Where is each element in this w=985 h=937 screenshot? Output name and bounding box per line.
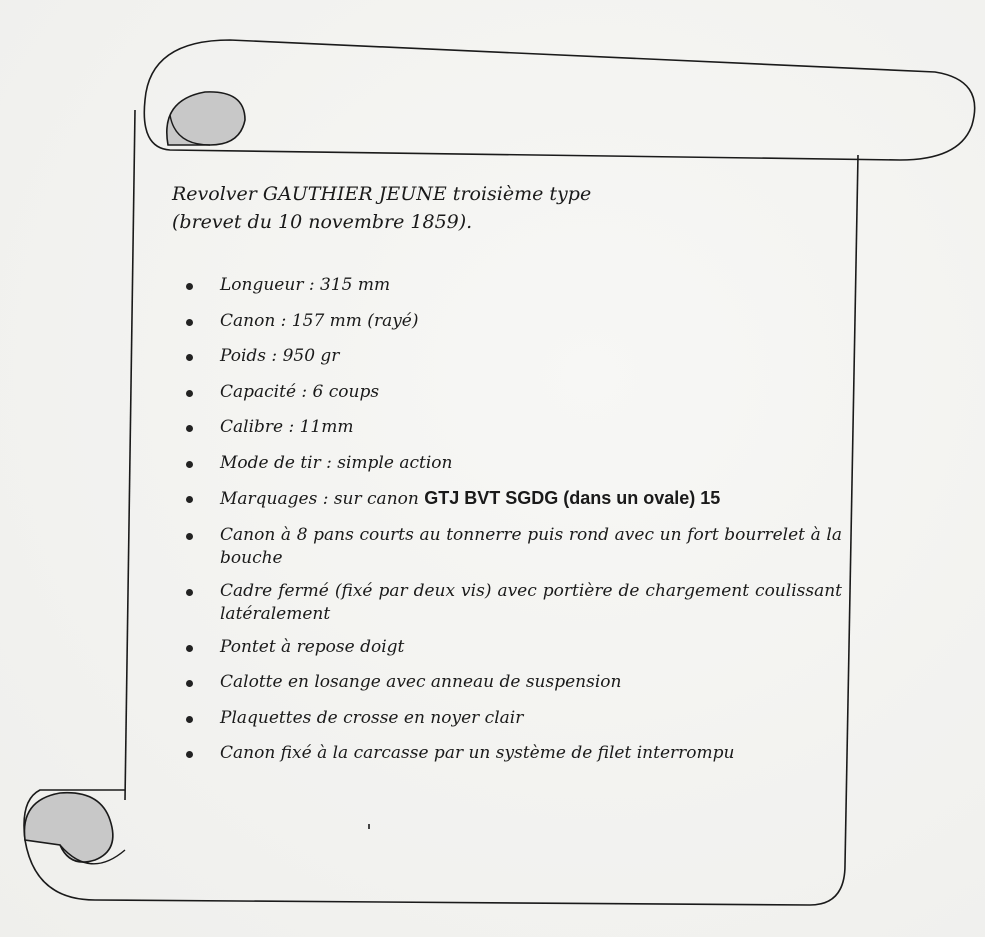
document-body: [172, 180, 852, 763]
spec-item: [182, 580, 842, 626]
spec-text: Calibre : 11mm: [220, 417, 354, 437]
spec-text: Canon à 8 pans courts au tonnerre puis rond avec un fort bourrelet à la bouche: [220, 524, 842, 568]
ink-speck: [368, 824, 370, 829]
title-line-2: (brevet du 10 novembre 1859).: [172, 211, 473, 233]
spec-text: Poids : 950 gr: [220, 346, 340, 366]
spec-text: Canon fixé à la carcasse par un système de filet interrompu: [220, 743, 735, 763]
spec-text: Cadre fermé (fixé par deux vis) avec portière de chargement coulissant latéralement: [220, 580, 842, 624]
spec-item: [182, 742, 842, 765]
spec-item: [182, 636, 842, 659]
spec-item: [182, 381, 842, 404]
bottom-curl: [24, 793, 125, 864]
spec-item: [182, 416, 842, 439]
spec-text: Mode de tir : simple action: [220, 452, 453, 473]
spec-text: Pontet à repose doigt: [220, 636, 405, 657]
top-curl: [167, 92, 245, 145]
spec-text: Marquages : sur canon: [220, 489, 425, 509]
marking-text: GTJ BVT SGDG (dans un ovale) 15: [424, 488, 721, 508]
spec-item: [182, 487, 842, 511]
spec-item: [182, 274, 842, 297]
spec-item: [182, 524, 842, 570]
spec-text: Calotte en losange avec anneau de suspension: [220, 672, 622, 692]
document-title: [172, 180, 852, 236]
spec-text: Capacité : 6 coups: [220, 381, 380, 402]
spec-item: [182, 671, 842, 694]
spec-item: [182, 345, 842, 368]
spec-item: [182, 452, 842, 475]
spec-text: Plaquettes de crosse en noyer clair: [220, 707, 524, 728]
spec-item: [182, 310, 842, 333]
spec-text: Longueur : 315 mm: [220, 275, 391, 295]
title-line-1: Revolver GAUTHIER JEUNE troisième type: [172, 183, 592, 205]
spec-list: [182, 274, 842, 778]
spec-text: Canon : 157 mm (rayé): [220, 310, 419, 331]
spec-item: [182, 707, 842, 730]
